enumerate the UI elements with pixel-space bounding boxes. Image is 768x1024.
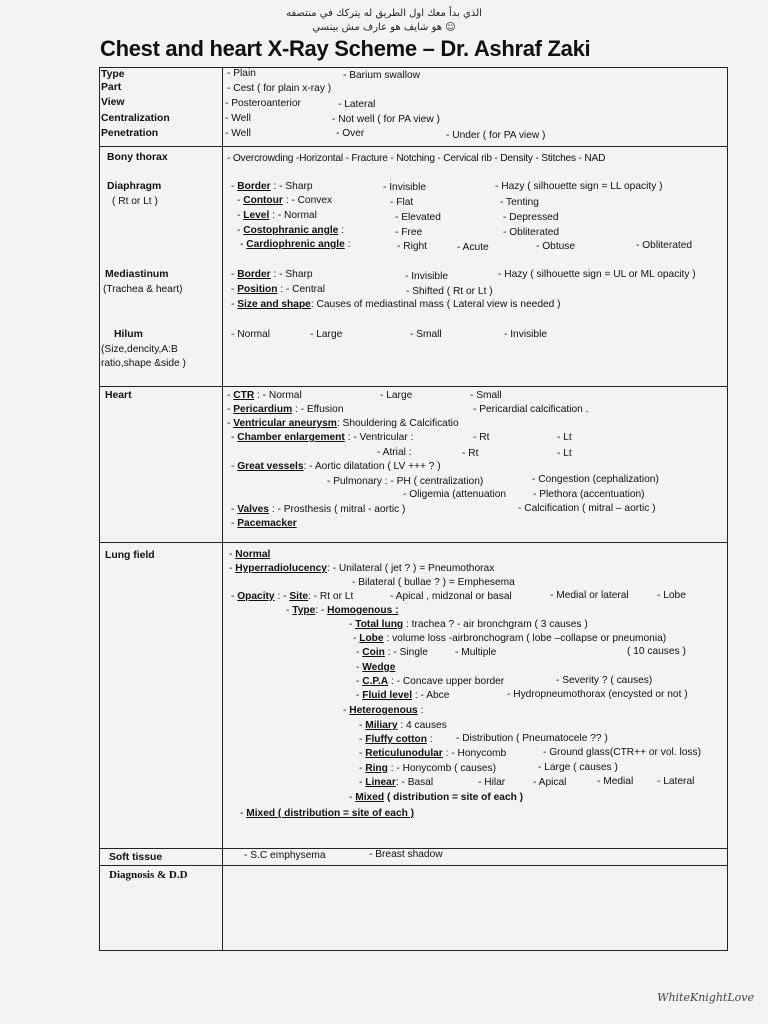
type-plain: - Plain bbox=[227, 68, 256, 79]
lung-type-colon: : bbox=[315, 605, 319, 616]
lung-coin-row: - Coin : - Single bbox=[356, 647, 428, 658]
heart-ventricular-findings: : Shouldering & Calcificatio bbox=[336, 418, 459, 429]
scheme-table bbox=[99, 67, 728, 951]
signature: WhiteKnightLove bbox=[657, 991, 754, 1004]
diaphragm-contour-label: Contour bbox=[243, 195, 283, 206]
lung-cpa-severity: - Severity ? ( causes) bbox=[556, 675, 653, 686]
label-part: Part bbox=[101, 82, 122, 93]
row-divider-diagnosis bbox=[100, 865, 727, 866]
diaphragm-level-elevated: - Elevated bbox=[395, 212, 441, 223]
lung-lobe-findings: : volume loss -airbronchogram ( lobe –collapse or pneumonia) bbox=[383, 633, 667, 644]
mediastinum-border-label: Border bbox=[237, 269, 271, 280]
heart-chamber-label: Chamber enlargement bbox=[237, 432, 345, 443]
hilum-invisible: - Invisible bbox=[504, 329, 548, 340]
heart-chamber-row: - Chamber enlargement : - Ventricular : bbox=[231, 432, 414, 443]
heart-pericardial-calcification: - Pericardial calcification . bbox=[473, 404, 589, 415]
lung-hetero-colon: : bbox=[417, 705, 424, 716]
arabic-quote-line-2: هو شايف هو عارف مش بينسي ☺ bbox=[312, 22, 456, 33]
label-view: View bbox=[101, 97, 125, 108]
centralization-not-well: - Not well ( for PA view ) bbox=[332, 114, 440, 125]
heart-atrial-rt: - Rt bbox=[462, 448, 479, 459]
label-centralization: Centralization bbox=[101, 113, 170, 124]
hilum-normal: - Normal bbox=[231, 329, 271, 340]
heart-atrial-lt: - Lt bbox=[557, 448, 572, 459]
penetration-over: - Over bbox=[336, 128, 365, 139]
label-diaphragm: Diaphragm bbox=[107, 181, 162, 192]
lung-miliary-row: - Miliary : 4 causes bbox=[359, 720, 447, 731]
lung-cpa-concave: : - Concave upper border bbox=[390, 676, 505, 687]
diaphragm-costophrenic-colon: : bbox=[341, 225, 345, 236]
mediastinum-border-row: - Border : - Sharp bbox=[231, 269, 313, 280]
heart-ctr-large: - Large bbox=[380, 390, 413, 401]
lung-site-medial-lateral: - Medial or lateral bbox=[550, 590, 629, 601]
heart-ventricular-rt: - Rt bbox=[473, 432, 490, 443]
view-lateral: - Lateral bbox=[338, 99, 376, 110]
diaphragm-contour-flat: - Flat bbox=[390, 197, 414, 208]
type-barium: - Barium swallow bbox=[343, 70, 420, 81]
heart-chamber-ventricular: : - Ventricular : bbox=[347, 432, 414, 443]
label-mediastinum-sub: (Trachea & heart) bbox=[103, 284, 183, 295]
lung-hyper-row: - Hyperradiolucency: - Unilateral ( jet ? ) = Pneumothorax bbox=[229, 563, 495, 574]
label-lung-field: Lung field bbox=[105, 550, 155, 561]
lung-normal-label: Normal bbox=[235, 549, 271, 560]
lung-normal-row: - Normal bbox=[229, 549, 271, 560]
column-divider bbox=[222, 68, 223, 950]
label-hilum-sub-2: ratio,shape &side ) bbox=[101, 358, 186, 369]
lung-type-row: - Type: - Homogenous : bbox=[286, 605, 399, 616]
mediastinum-border-sharp: : - Sharp bbox=[273, 269, 313, 280]
lung-site-label: Site bbox=[289, 591, 309, 602]
lung-total-label: Total lung bbox=[355, 619, 404, 630]
lung-total-row: - Total lung : trachea ? - air bronchgram ( 3 causes ) bbox=[349, 619, 588, 630]
lung-lobe-row: - Lobe : volume loss -airbronchogram ( lobe –collapse or pneumonia) bbox=[353, 633, 667, 644]
lung-linear-lateral: - Lateral bbox=[657, 776, 695, 787]
mediastinum-position-shifted: - Shifted ( Rt or Lt ) bbox=[406, 286, 493, 297]
diaphragm-level-row: - Level : - Normal bbox=[237, 210, 317, 221]
lung-linear-basal: : - Basal bbox=[395, 777, 434, 788]
page-title: Chest and heart X-Ray Scheme – Dr. Ashraf Zaki bbox=[100, 36, 591, 61]
penetration-under: - Under ( for PA view ) bbox=[446, 130, 546, 141]
heart-pacemaker-label: Pacemacker bbox=[237, 518, 297, 529]
heart-ctr-row: - CTR : - Normal bbox=[227, 390, 302, 401]
lung-fluffy-label: Fluffy cotton bbox=[365, 734, 427, 745]
lung-opacity-label: Opacity bbox=[237, 591, 275, 602]
heart-atrial-label: - Atrial : bbox=[377, 447, 412, 458]
lung-reticulonodular-label: Reticulunodular bbox=[365, 748, 443, 759]
lung-lobe-label: Lobe bbox=[359, 633, 384, 644]
lung-ring-large: - Large ( causes ) bbox=[538, 762, 618, 773]
lung-reticulonodular-row: - Reticulunodular : - Honycomb bbox=[359, 748, 507, 759]
lung-hetero-row: - Heterogenous : bbox=[343, 705, 424, 716]
lung-mixed-inner-distribution: ( distribution = site of each ) bbox=[384, 792, 524, 803]
label-penetration: Penetration bbox=[101, 128, 159, 139]
diaphragm-border-invisible: - Invisible bbox=[383, 182, 427, 193]
mediastinum-size-label: Size and shape bbox=[237, 299, 311, 310]
diaphragm-contour-row: - Contour : - Convex bbox=[237, 195, 333, 206]
lung-miliary-causes: : 4 causes bbox=[400, 720, 447, 731]
diaphragm-cardiophrenic-colon: : bbox=[347, 239, 351, 250]
diaphragm-contour-tenting: - Tenting bbox=[500, 197, 539, 208]
mediastinum-size-row: - Size and shape: Causes of mediastinal mass ( Lateral view is needed ) bbox=[231, 299, 561, 310]
lung-fluffy-row: - Fluffy cotton : bbox=[359, 734, 433, 745]
heart-plethora: - Plethora (accentuation) bbox=[533, 489, 645, 500]
lung-fluid-row: - Fluid level : - Abce bbox=[356, 690, 450, 701]
heart-valves-calcification: - Calcification ( mitral – aortic ) bbox=[518, 503, 656, 514]
diaphragm-cardiophrenic-acute: - Acute bbox=[457, 242, 489, 253]
heart-ventricular-lt: - Lt bbox=[557, 432, 572, 443]
diaphragm-costophrenic-row: - Costophranic angle : bbox=[237, 225, 345, 236]
lung-reticulonodular-honeycomb: : - Honycomb bbox=[442, 748, 507, 759]
arabic-quote-line-1: الذي بدأ معك اول الطريق له يتركك في منتصفه bbox=[286, 8, 482, 19]
lung-mixed-inner-label: Mixed bbox=[355, 792, 385, 803]
soft-breast-shadow: - Breast shadow bbox=[369, 849, 443, 860]
lung-fluffy-colon: : bbox=[426, 734, 433, 745]
diaphragm-border-label: Border bbox=[237, 181, 271, 192]
diaphragm-contour-convex: : - Convex bbox=[285, 195, 333, 206]
label-mediastinum: Mediastinum bbox=[105, 269, 169, 280]
lung-type-label: Type bbox=[292, 605, 316, 616]
lung-reticulonodular-ground-glass: - Ground glass(CTR++ or vol. loss) bbox=[543, 747, 701, 758]
lung-homogenous-label: Homogenous : bbox=[327, 605, 399, 616]
diaphragm-level-normal: : - Normal bbox=[272, 210, 317, 221]
lung-ring-label: Ring bbox=[365, 763, 388, 774]
lung-site-side: : - Rt or Lt bbox=[308, 591, 354, 602]
lung-hetero-label: Heterogenous bbox=[349, 705, 418, 716]
lung-ring-honeycomb: : - Honycomb ( causes) bbox=[387, 763, 497, 774]
lung-hyper-bilateral: - Bilateral ( bullae ? ) = Emphesema bbox=[352, 577, 515, 588]
heart-pulmonary: - Pulmonary : - PH ( centralization) bbox=[327, 476, 484, 487]
diaphragm-border-sharp: : - Sharp bbox=[273, 181, 313, 192]
hilum-small: - Small bbox=[410, 329, 442, 340]
bony-thorax-findings: - Overcrowding -Horizontal - Fracture - Notching - Cervical rib - Density - Stitches - NAD bbox=[227, 153, 606, 164]
centralization-well: - Well bbox=[225, 113, 251, 124]
heart-oligemia: - Oligemia (attenuation bbox=[403, 489, 507, 500]
lung-wedge-row: - Wedge bbox=[356, 662, 396, 673]
lung-mixed-outer-row: - Mixed ( distribution = site of each ) bbox=[240, 808, 415, 819]
heart-ctr-normal: : - Normal bbox=[257, 390, 302, 401]
diaphragm-level-label: Level bbox=[243, 210, 270, 221]
lung-hyper-label: Hyperradiolucency bbox=[235, 563, 327, 574]
diaphragm-level-depressed: - Depressed bbox=[503, 212, 559, 223]
label-heart: Heart bbox=[105, 390, 132, 401]
heart-valves-label: Valves bbox=[237, 504, 269, 515]
heart-great-vessels-label: Great vessels bbox=[237, 461, 304, 472]
lung-cpa-label: C.P.A bbox=[362, 676, 389, 687]
label-type: Type bbox=[101, 69, 125, 80]
heart-ctr-label: CTR bbox=[233, 390, 255, 401]
diaphragm-cardiophrenic-obliterated: - Obliterated bbox=[636, 240, 693, 251]
lung-mixed-outer-label: Mixed ( distribution = site of each ) bbox=[246, 808, 415, 819]
mediastinum-border-invisible: - Invisible bbox=[405, 271, 449, 282]
lung-coin-causes: ( 10 causes ) bbox=[627, 646, 686, 657]
row-divider-lung bbox=[100, 542, 727, 543]
diaphragm-border-hazy: - Hazy ( silhouette sign = LL opacity ) bbox=[495, 181, 663, 192]
heart-pericardium-row: - Pericardium : - Effusion bbox=[227, 404, 344, 415]
diaphragm-costophrenic-obliterated: - Obliterated bbox=[503, 227, 560, 238]
label-hilum-sub-1: (Size,dencity,A:B bbox=[101, 344, 178, 355]
mediastinum-size-causes: : Causes of mediastinal mass ( Lateral view is needed ) bbox=[310, 299, 561, 310]
heart-ventricular-label: Ventricular aneurysm bbox=[233, 418, 337, 429]
row-divider-technique bbox=[100, 146, 727, 147]
lung-linear-apical: - Apical bbox=[533, 777, 567, 788]
lung-fluid-label: Fluid level bbox=[362, 690, 413, 701]
lung-coin-multiple: - Multiple bbox=[455, 647, 497, 658]
mediastinum-position-label: Position bbox=[237, 284, 278, 295]
heart-congestion: - Congestion (cephalization) bbox=[532, 474, 659, 485]
label-hilum: Hilum bbox=[114, 329, 143, 340]
soft-sc-emphysema: - S.C emphysema bbox=[244, 850, 326, 861]
penetration-well: - Well bbox=[225, 128, 251, 139]
lung-linear-row: - Linear: - Basal bbox=[359, 777, 434, 788]
lung-hyper-unilateral: : - Unilateral ( jet ? ) = Pneumothorax bbox=[326, 563, 495, 574]
lung-coin-label: Coin bbox=[362, 647, 385, 658]
lung-mixed-inner-row: - Mixed ( distribution = site of each ) bbox=[349, 792, 524, 803]
diaphragm-cardiophrenic-obtuse: - Obtuse bbox=[536, 241, 576, 252]
heart-pericardium-effusion: : - Effusion bbox=[294, 404, 344, 415]
lung-opacity-row: - Opacity : - Site: - Rt or Lt bbox=[231, 591, 354, 602]
diaphragm-cardiophrenic-row: - Cardiophrenic angle : bbox=[240, 239, 351, 250]
lung-ring-row: - Ring : - Honycomb ( causes) bbox=[359, 763, 497, 774]
lung-fluid-hydropneumothorax: - Hydropneumothorax (encysted or not ) bbox=[507, 689, 688, 700]
lung-fluid-abscess: : - Abce bbox=[412, 690, 450, 701]
part-value: - Cest ( for plain x-ray ) bbox=[227, 83, 332, 94]
lung-total-findings: : trachea ? - air bronchgram ( 3 causes ) bbox=[403, 619, 588, 630]
view-pa: - Posteroanterior bbox=[225, 98, 301, 109]
label-diagnosis: Diagnosis & D.D bbox=[109, 869, 188, 881]
row-divider-heart bbox=[100, 386, 727, 387]
heart-ventricular-row: - Ventricular aneurysm: Shouldering & Calcificatio bbox=[227, 418, 459, 429]
mediastinum-position-central: : - Central bbox=[280, 284, 325, 295]
lung-wedge-label: Wedge bbox=[362, 662, 396, 673]
heart-ctr-small: - Small bbox=[470, 390, 502, 401]
lung-cpa-row: - C.P.A : - Concave upper border bbox=[356, 676, 505, 687]
lung-linear-label: Linear bbox=[365, 777, 396, 788]
diaphragm-costophrenic-free: - Free bbox=[395, 227, 423, 238]
heart-great-vessels-row: - Great vessels: - Aortic dilatation ( LV +++ ? ) bbox=[231, 461, 441, 472]
lung-site-lobe: - Lobe bbox=[657, 590, 686, 601]
diaphragm-cardiophrenic-label: Cardiophrenic angle bbox=[246, 239, 345, 250]
label-soft-tissue: Soft tissue bbox=[109, 852, 163, 863]
mediastinum-position-row: - Position : - Central bbox=[231, 284, 325, 295]
lung-linear-medial: - Medial bbox=[597, 776, 634, 787]
heart-aortic-dilatation: : - Aortic dilatation ( LV +++ ? ) bbox=[303, 461, 441, 472]
diaphragm-costophrenic-label: Costophranic angle bbox=[243, 225, 339, 236]
heart-valves-row: - Valves : - Prosthesis ( mitral - aortic ) bbox=[231, 504, 406, 515]
label-diaphragm-sub: ( Rt or Lt ) bbox=[112, 196, 158, 207]
lung-coin-single: : - Single bbox=[387, 647, 428, 658]
mediastinum-border-hazy: - Hazy ( silhouette sign = UL or ML opacity ) bbox=[498, 269, 696, 280]
lung-site-zone: - Apical , midzonal or basal bbox=[390, 591, 512, 602]
heart-pacemaker-row: - Pacemacker bbox=[231, 518, 297, 529]
lung-linear-hilar: - Hilar bbox=[478, 777, 506, 788]
label-bony-thorax: Bony thorax bbox=[107, 152, 168, 163]
heart-valves-prosthesis: : - Prosthesis ( mitral - aortic ) bbox=[271, 504, 406, 515]
hilum-large: - Large bbox=[310, 329, 343, 340]
lung-miliary-label: Miliary bbox=[365, 720, 398, 731]
diaphragm-border-row: - Border : - Sharp bbox=[231, 181, 313, 192]
lung-fluffy-distribution: - Distribution ( Pneumatocele ?? ) bbox=[456, 733, 608, 744]
diaphragm-cardiophrenic-right: - Right bbox=[397, 241, 428, 252]
heart-pericardium-label: Pericardium bbox=[233, 404, 293, 415]
